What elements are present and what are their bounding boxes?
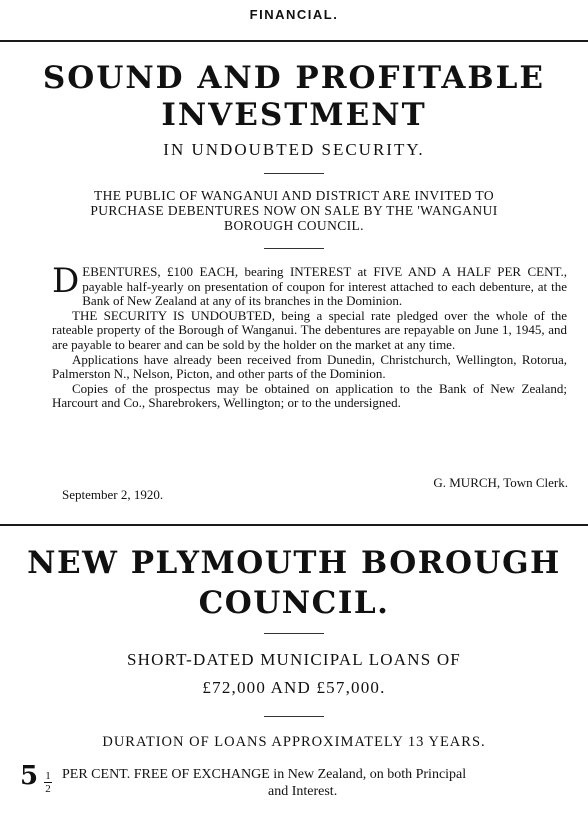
- ad1-title-line2: INVESTMENT: [161, 97, 427, 133]
- ad1-divider-2: [264, 248, 324, 249]
- ad1-invite-line2: PURCHASE DEBENTURES NOW ON SALE BY THE 'WANGANUI: [90, 203, 498, 218]
- ad2-title-line2: COUNCIL.: [198, 585, 390, 621]
- ad1-divider: [264, 173, 324, 174]
- ad2-duration: DURATION OF LOANS APPROXIMATELY 13 YEARS.: [102, 734, 486, 750]
- top-rule: [0, 40, 588, 42]
- ad1-body: [52, 261, 567, 411]
- ad2-sub-line2: £72,000 AND £57,000.: [202, 678, 386, 697]
- rate-numerator: 1: [45, 770, 51, 782]
- rate-fraction: [44, 770, 52, 795]
- mid-rule: [0, 524, 588, 526]
- ad1-para-4: Copies of the prospectus may be obtained on application to the Bank of New Zealand; Harcourt and Co., Sharebrokers, Wellington; or to the undersigned.: [52, 380, 567, 411]
- ad2-divider: [264, 633, 324, 634]
- ad1-invite-line1: THE PUBLIC OF WANGANUI AND DISTRICT ARE INVITED TO: [93, 188, 494, 203]
- rate-line1: PER CENT. FREE OF EXCHANGE in New Zealand, on both Principal: [62, 767, 467, 782]
- section-header: FINANCIAL.: [249, 7, 339, 22]
- ad2-sub-line1: SHORT-DATED MUNICIPAL LOANS OF: [127, 650, 461, 669]
- ad1-date: September 2, 1920.: [62, 487, 164, 502]
- ad1-para-3: Applications have already been received from Dunedin, Christchurch, Wellington, Rotorua, Palmerston N., Nelson, Picton, and other parts of the Dominion.: [52, 351, 567, 382]
- ad1-para-1: [52, 261, 567, 309]
- ad1-para-2: THE SECURITY IS UNDOUBTED, being a special rate pledged over the whole of the rateable property of the Borough of Wanganui. The debentures are repayable on June 1, 1945, and are payable to bearer and can be sold by the holder on the market at any time.: [52, 307, 567, 352]
- drop-cap: D: [52, 261, 80, 301]
- ad1-title-line1: SOUND AND PROFITABLE: [42, 60, 546, 96]
- rate-denominator: 2: [45, 783, 51, 795]
- ad1-subtitle: IN UNDOUBTED SECURITY.: [163, 140, 425, 159]
- rate-line2: and Interest.: [268, 784, 338, 799]
- ad1-invite-line3: BOROUGH COUNCIL.: [224, 218, 364, 233]
- signature: G. MURCH, Town Clerk.: [433, 475, 568, 490]
- ad2-title-line1: NEW PLYMOUTH BOROUGH: [27, 545, 561, 581]
- ad2-divider-2: [264, 716, 324, 717]
- ad1-para-1-text: EBENTURES, £100 EACH, bearing INTEREST at FIVE AND A HALF PER CENT., payable half-yearly on presentation of coupon for interest attached to each debenture, at the Bank of New Zealand at any of its branches in the Dominion.: [82, 264, 567, 309]
- rate-whole: 5: [20, 761, 39, 791]
